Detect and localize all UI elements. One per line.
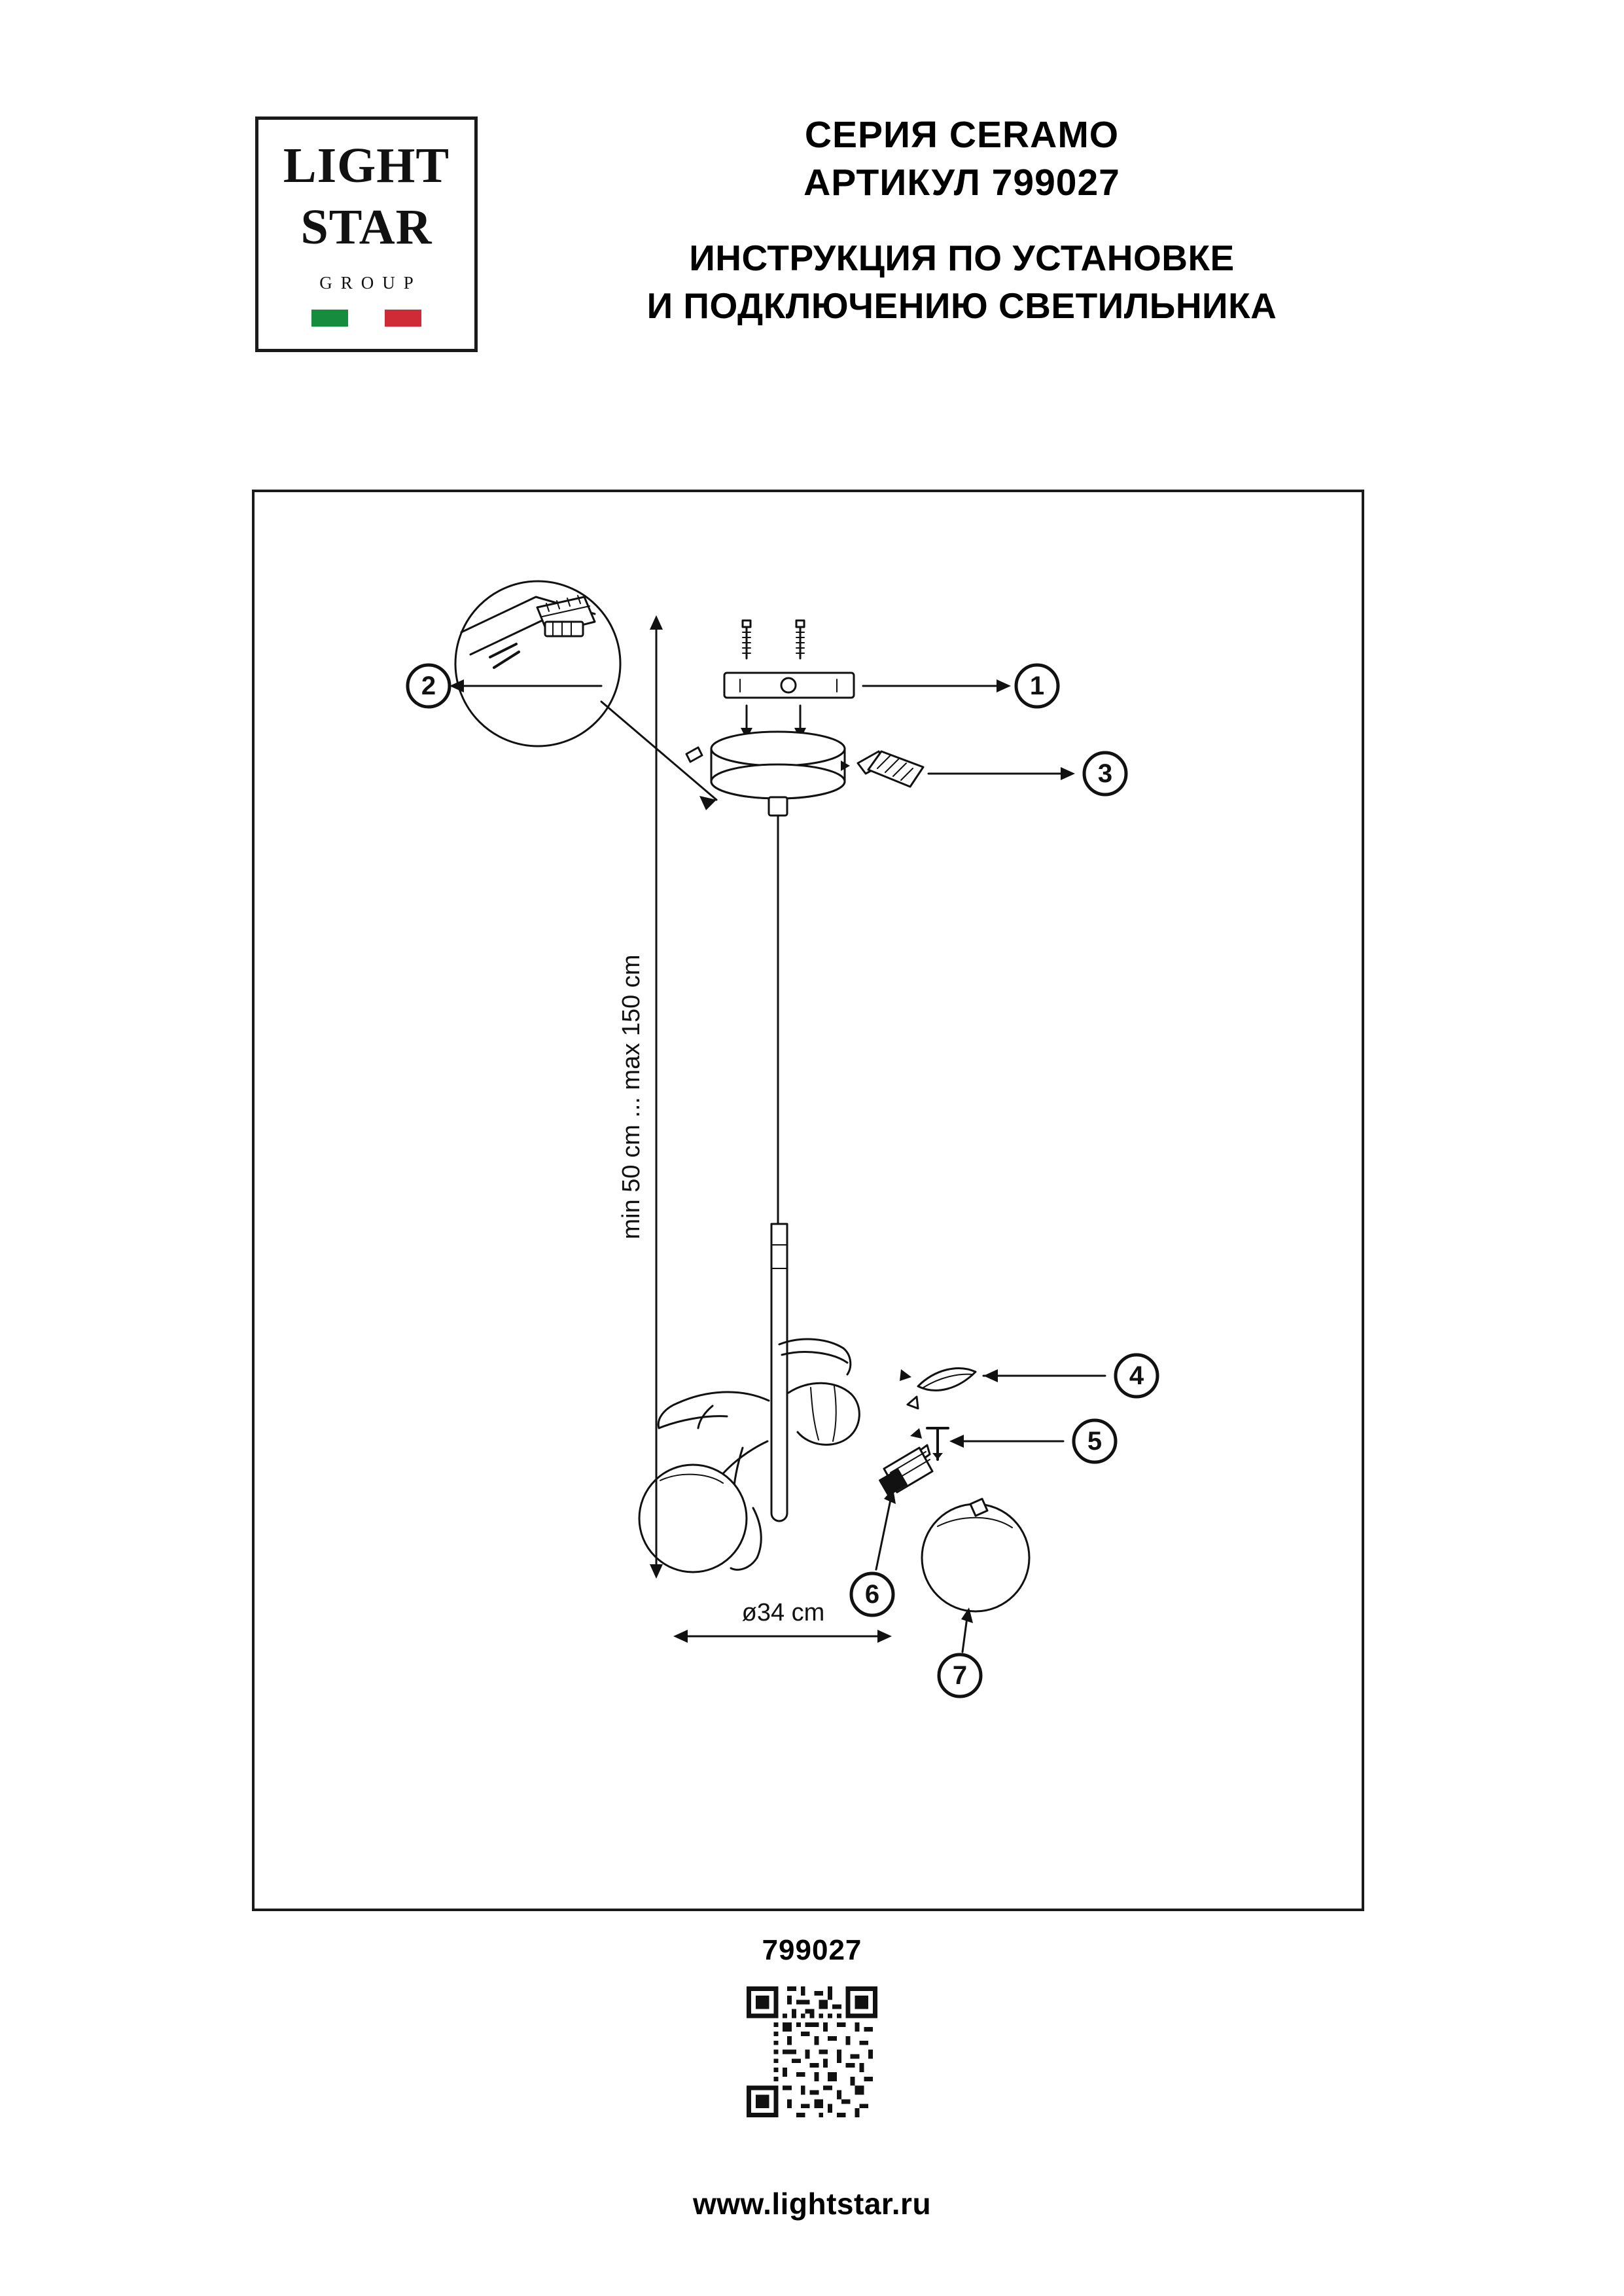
callout-3 (1084, 753, 1126, 795)
assembly-diagram-frame (252, 490, 1364, 1911)
callout-5 (1074, 1420, 1116, 1462)
suspension-rod (771, 816, 787, 1521)
series-line: СЕРИЯ CERAMO (804, 114, 1120, 156)
glass-globe-part (922, 1499, 1029, 1611)
petal-part (900, 1369, 976, 1408)
qr-code (747, 1986, 877, 2117)
height-dimension-label: min 50 cm ... max 150 cm (618, 954, 645, 1240)
assembly-diagram (255, 492, 1362, 1909)
light-fixture-body (639, 1339, 859, 1572)
callout-7 (939, 1655, 981, 1696)
instruction-line-1: ИНСТРУКЦИЯ ПО УСТАНОВКЕ (689, 237, 1235, 278)
diameter-dimension (673, 1630, 892, 1643)
footer-product-code: 799027 (762, 1934, 862, 1966)
mounting-bar (724, 620, 854, 740)
callout-number-7: 7 (952, 1661, 968, 1690)
mounting-screws (743, 620, 804, 658)
callout-number-6: 6 (864, 1580, 880, 1609)
wall-anchor (841, 751, 923, 787)
height-dimension (650, 615, 663, 1579)
callout-1 (1016, 665, 1058, 707)
page-title (497, 111, 1426, 329)
instruction-line-2: И ПОДКЛЮЧЕНИЮ СВЕТИЛЬНИКА (646, 285, 1277, 326)
callout-number-1: 1 (1029, 672, 1045, 700)
article-line: АРТИКУЛ 799027 (803, 161, 1120, 204)
qr-code-image (747, 1986, 877, 2117)
callout-number-4: 4 (1129, 1361, 1144, 1390)
led-module (880, 1445, 932, 1495)
logo-text-light: LIGHT (283, 138, 450, 193)
callout-4 (1116, 1355, 1157, 1397)
callout-bubbles (408, 665, 1157, 1696)
italian-flag-icon (311, 310, 421, 327)
detail-circle-terminal-block (455, 581, 716, 810)
page-header (0, 0, 1624, 419)
callout-2 (408, 665, 450, 707)
diameter-dimension-label: ø34 cm (741, 1599, 825, 1626)
callout-number-3: 3 (1097, 759, 1113, 788)
footer-website-url[interactable]: www.lightstar.ru (692, 2187, 932, 2221)
callout-6 (851, 1573, 893, 1615)
logo-text-star: STAR (300, 200, 432, 255)
callout-number-5: 5 (1087, 1427, 1103, 1456)
logo-text-group: GROUP (319, 273, 422, 293)
brand-logo (255, 117, 478, 352)
callout-number-2: 2 (421, 672, 436, 700)
